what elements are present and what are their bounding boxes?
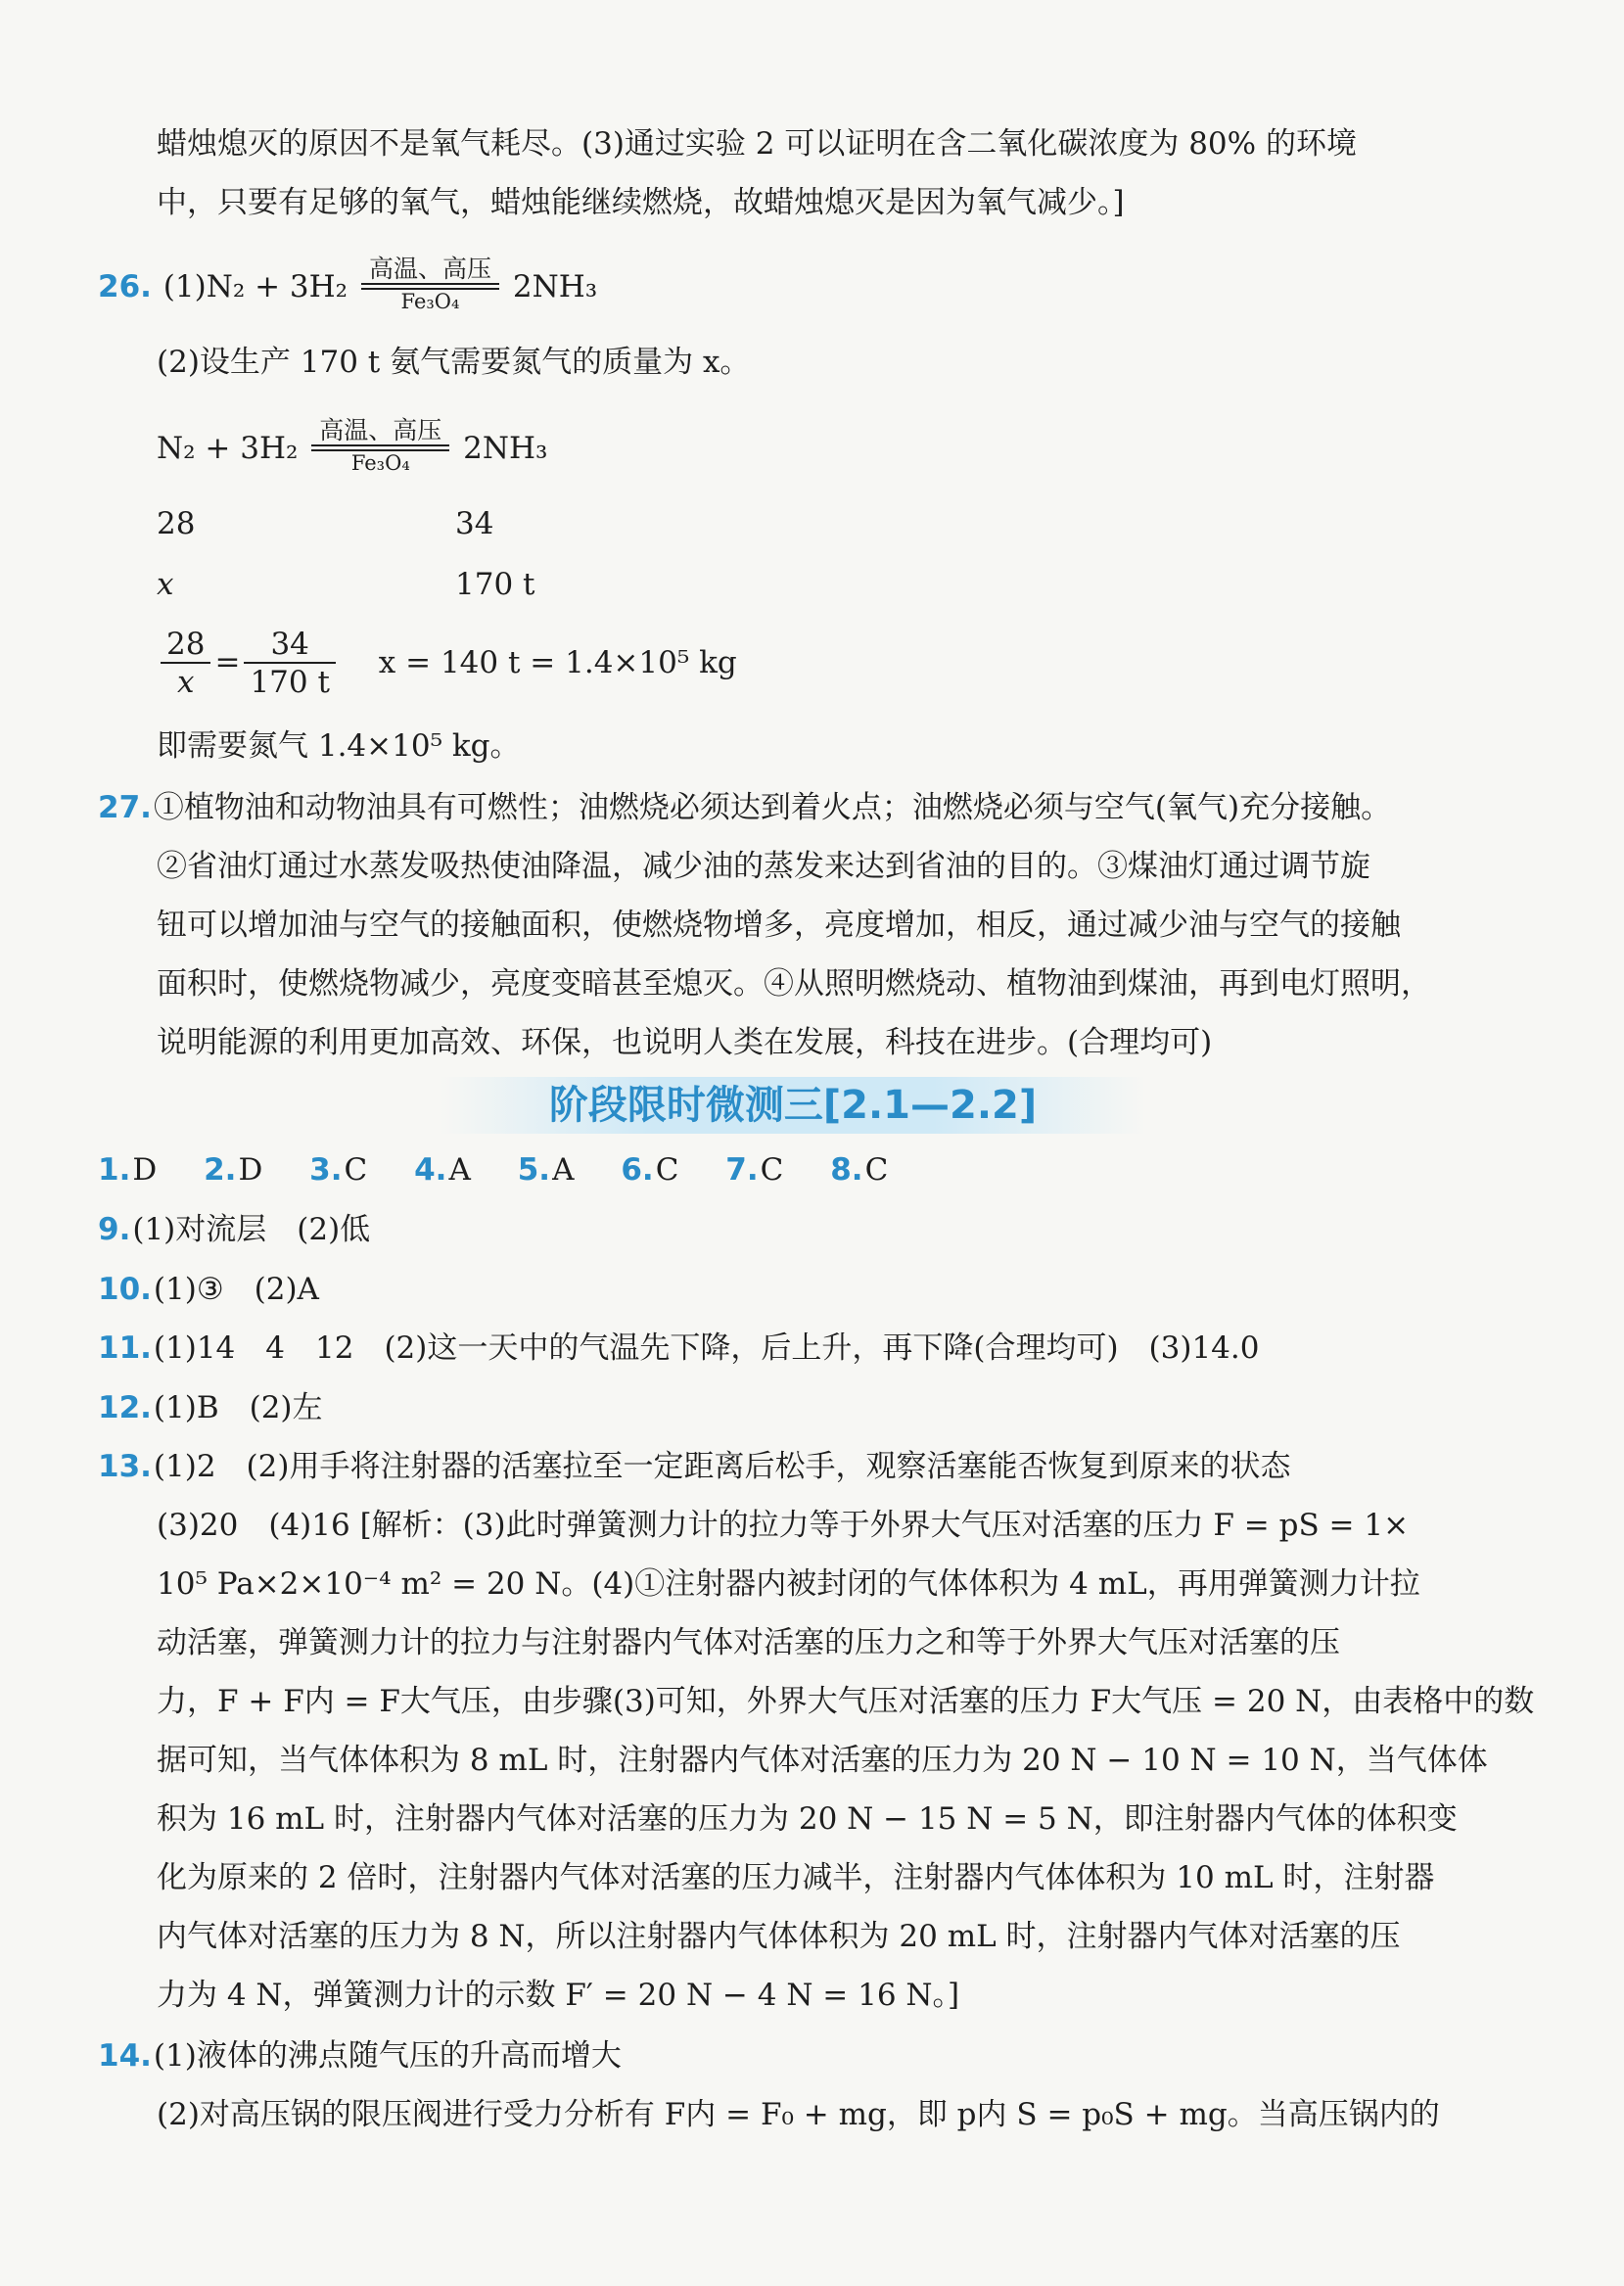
unknown-left: x [157, 567, 174, 602]
answer: C [864, 1152, 889, 1188]
mc-answer [725, 1150, 783, 1190]
question-number: 8. [830, 1152, 863, 1188]
answer: D [238, 1152, 263, 1188]
question-27-line: 面积时，使燃烧物减少，亮度变暗甚至熄灭。④从照明燃烧动、植物油到煤油，再到电灯照明， [157, 966, 1431, 1002]
answer-text: ①植物油和动物油具有可燃性；油燃烧必须达到着火点；油燃烧必须与空气(氧气)充分接触。 [153, 790, 1392, 825]
question-number: 13. [98, 1449, 152, 1484]
answer: A [552, 1152, 575, 1188]
question-13-line: 积为 16 mL 时，注射器内气体对活塞的压力为 20 N − 15 N = 5 N，即注射器内气体的体积变 [157, 1801, 1458, 1837]
question-13-line: 10⁵ Pa×2×10⁻⁴ m² = 20 N。(4)①注射器内被封闭的气体体积为 4 mL，再用弹簧测力计拉 [157, 1566, 1420, 1602]
question-26-equation [157, 416, 548, 479]
reaction-condition [361, 256, 499, 313]
question-26-answer: 即需要氮气 1.4×10⁵ kg。 [157, 728, 521, 764]
section-title: 阶段限时微测三[2.1—2.2] [441, 1077, 1145, 1134]
numerator: 34 [270, 627, 309, 662]
question-27-line [98, 788, 1391, 827]
question-27-line: 说明能源的利用更加高效、环保，也说明人类在发展，科技在进步。(合理均可) [157, 1025, 1213, 1060]
answer-text: (1)液体的沸点随气压的升高而增大 [153, 2038, 622, 2074]
question-10 [98, 1270, 319, 1309]
answer: D [132, 1152, 158, 1188]
question-number: 10. [98, 1272, 152, 1307]
question-13-line: 动活塞，弹簧测力计的拉力与注射器内气体对活塞的压力之和等于外界大气压对活塞的压 [157, 1625, 1340, 1660]
answer-text: (1)对流层 (2)低 [132, 1212, 371, 1247]
fraction-left [161, 627, 210, 701]
question-number: 5. [517, 1152, 551, 1188]
question-number: 9. [98, 1212, 131, 1247]
question-number: 7. [725, 1152, 759, 1188]
mc-answer [204, 1150, 262, 1190]
question-number: 1. [98, 1152, 131, 1188]
question-13-line: (3)20 (4)16 [解析：(3)此时弹簧测力计的拉力等于外界大气压对活塞的压力 F = pS = 1× [157, 1508, 1410, 1543]
question-number: 14. [98, 2038, 152, 2074]
question-26-part2: (2)设生产 170 t 氨气需要氮气的质量为 x。 [157, 345, 751, 380]
answer: C [760, 1152, 784, 1188]
condition-bottom: Fe₃O₄ [350, 451, 410, 475]
condition-bottom: Fe₃O₄ [400, 290, 460, 313]
answer-text: (1)B (2)左 [153, 1390, 323, 1425]
question-14-line [98, 2036, 622, 2076]
answer: C [344, 1152, 368, 1188]
equals-bar [361, 283, 499, 290]
numerator: 28 [166, 627, 206, 662]
question-26-part1 [98, 255, 598, 317]
equals-bar [311, 444, 449, 451]
mass-ratio-left: 28 [157, 506, 196, 541]
mc-answer [309, 1150, 367, 1190]
fraction-right [244, 627, 335, 701]
reaction-condition [311, 417, 449, 475]
mass-ratio-right: 34 [455, 506, 494, 541]
question-number: 27. [98, 790, 152, 825]
text-line: 中，只要有足够的氧气，蜡烛能继续燃烧，故蜡烛熄灭是因为氧气减少。] [157, 185, 1125, 220]
mc-answer [518, 1150, 575, 1190]
question-13-line: 化为原来的 2 倍时，注射器内气体对活塞的压力减半，注射器内气体体积为 10 mL 时，注射器 [157, 1860, 1435, 1895]
question-27-line: 钮可以增加油与空气的接触面积，使燃烧物增多，亮度增加，相反，通过减少油与空气的接触 [157, 908, 1401, 943]
denominator: 170 t [244, 662, 335, 701]
question-13-line: 据可知，当气体体积为 8 mL 时，注射器内气体对活塞的压力为 20 N − 10 N = 10 N，当气体体 [157, 1743, 1488, 1778]
equation-product: 2NH₃ [512, 269, 598, 304]
equals-sign: = [214, 644, 241, 680]
equation-product: 2NH₃ [463, 431, 548, 466]
question-11 [98, 1329, 1259, 1368]
question-number: 2. [204, 1152, 237, 1188]
answer: C [655, 1152, 679, 1188]
question-13-line: 力为 4 N，弹簧测力计的示数 F′ = 20 N − 4 N = 16 N。] [157, 1978, 960, 2013]
proportion-equation [157, 627, 737, 701]
question-number: 4. [414, 1152, 447, 1188]
question-13-line: 内气体对活塞的压力为 8 N，所以注射器内气体体积为 20 mL 时，注射器内气体对活塞的压 [157, 1919, 1401, 1954]
question-14-line: (2)对高压锅的限压阀进行受力分析有 F内 = F₀ + mg，即 p内 S = p₀S + mg。当高压锅内的 [157, 2097, 1440, 2132]
question-9 [98, 1210, 370, 1249]
equation-reactants: N₂ + 3H₂ [157, 431, 299, 466]
question-27-line: ②省油灯通过水蒸发吸热使油降温，减少油的蒸发来达到省油的目的。③煤油灯通过调节旋 [157, 849, 1370, 884]
denominator: x [161, 662, 210, 701]
multiple-choice-answers [98, 1150, 925, 1190]
question-12 [98, 1388, 323, 1427]
question-number: 12. [98, 1390, 152, 1425]
answer-text: (1)③ (2)A [153, 1272, 319, 1307]
text-line: 蜡烛熄灭的原因不是氧气耗尽。(3)通过实验 2 可以证明在含二氧化碳浓度为 80% 的环境 [157, 126, 1357, 162]
known-right: 170 t [455, 567, 535, 602]
mc-answer [414, 1150, 471, 1190]
condition-top: 高温、高压 [319, 416, 442, 444]
question-13-line [98, 1447, 1290, 1486]
mc-answer [830, 1150, 888, 1190]
question-13-line: 力，F + F内 = F大气压，由步骤(3)可知，外界大气压对活塞的压力 F大气压 = 20 N，由表格中的数 [157, 1684, 1535, 1719]
question-number: 6. [621, 1152, 654, 1188]
mc-answer [98, 1150, 157, 1190]
answer: A [448, 1152, 471, 1188]
question-number: 11. [98, 1330, 152, 1366]
question-number: 3. [309, 1152, 343, 1188]
answer-text: (1)14 4 12 (2)这一天中的气温先下降，后上升，再下降(合理均可) (3)14.0 [153, 1330, 1260, 1366]
question-number: 26. [98, 269, 152, 304]
equation-reactants: (1)N₂ + 3H₂ [162, 269, 348, 304]
result-expression: x = 140 t = 1.4×10⁵ kg [378, 644, 737, 680]
answer-text: (1)2 (2)用手将注射器的活塞拉至一定距离后松手，观察活塞能否恢复到原来的状态 [153, 1449, 1291, 1484]
mc-answer [621, 1150, 678, 1190]
condition-top: 高温、高压 [368, 255, 491, 283]
